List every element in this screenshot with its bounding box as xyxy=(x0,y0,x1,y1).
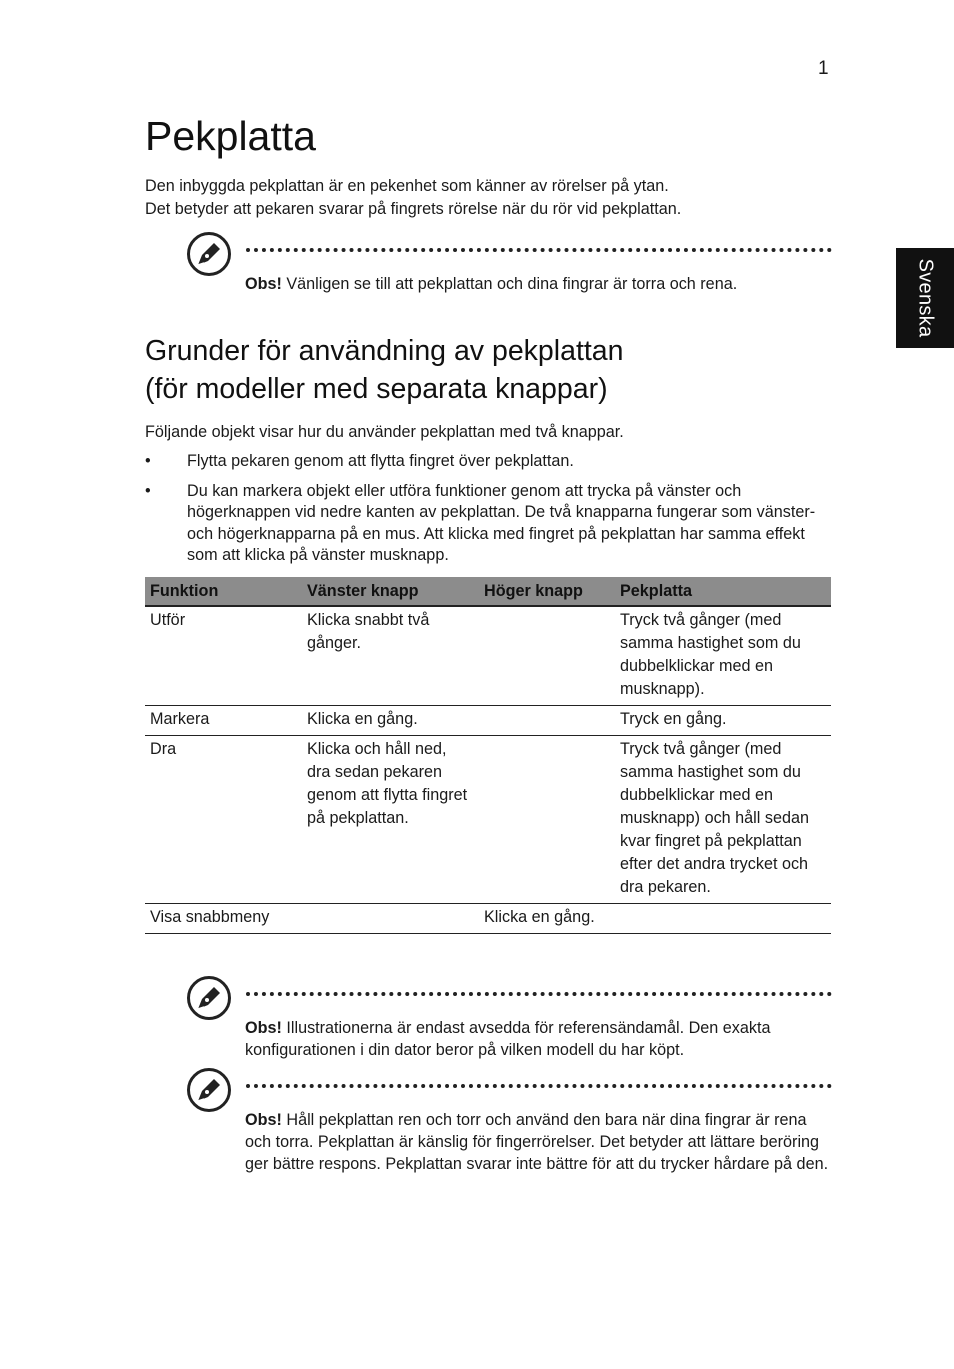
intro-line: Den inbyggda pekplattan är en pekenhet som känner av rörelser på ytan. xyxy=(145,177,669,195)
table-row xyxy=(145,606,831,706)
table-row xyxy=(145,736,831,904)
table-cell: Klicka en gång. xyxy=(479,904,615,934)
list-item xyxy=(145,481,835,567)
note-pen-icon xyxy=(186,231,232,277)
note-text xyxy=(245,1017,832,1061)
note-divider xyxy=(246,1084,832,1088)
table-header-row xyxy=(145,577,831,606)
table-cell: Tryck två gånger (med samma hastighet som du dubbelklickar med en musknapp). xyxy=(615,606,831,706)
note-divider xyxy=(246,992,832,996)
language-tab xyxy=(896,248,954,348)
section-title xyxy=(145,332,624,408)
page-number: 1 xyxy=(818,58,829,79)
section-title-line: Grunder för användning av pekplattan xyxy=(145,335,624,367)
table-row xyxy=(145,904,831,934)
intro-text xyxy=(145,175,681,221)
table-cell xyxy=(615,904,831,934)
list-item xyxy=(145,451,835,473)
intro-line: Det betyder att pekaren svarar på fingrets rörelse när du rör vid pekplattan. xyxy=(145,200,682,218)
section-lead: Följande objekt visar hur du använder pekplattan med två knappar. xyxy=(145,423,624,441)
note-label: Obs! xyxy=(245,1019,282,1037)
list-item-text: Flytta pekaren genom att flytta fingret över pekplattan. xyxy=(187,452,574,470)
table-cell: Markera xyxy=(145,706,302,736)
table-header-cell: Funktion xyxy=(145,577,302,606)
note-label: Obs! xyxy=(245,275,282,293)
list-item-text: Du kan markera objekt eller utföra funktioner genom att trycka på vänster och högerknappen vid nedre kanten av pekplattan. De två knapparna fungerar som vänster- och högerknapparna på en mus. Att klicka med fingret på pekplattan har samma effekt som att klicka på vänster musknapp. xyxy=(187,481,816,564)
table-cell xyxy=(479,736,615,904)
table-header-cell: Vänster knapp xyxy=(302,577,479,606)
note-text xyxy=(245,273,832,295)
note-pen-icon xyxy=(186,975,232,1021)
language-tab-label: Svenska xyxy=(914,258,937,338)
table-header-cell: Pekplatta xyxy=(615,577,831,606)
table-cell: Klicka snabbt två gånger. xyxy=(302,606,479,706)
bullet-marker: • xyxy=(145,452,151,470)
note-body: Illustrationerna är endast avsedda för referensändamål. Den exakta konfigurationen i din dator beror på vilken modell du har köpt. xyxy=(245,1019,771,1059)
table-cell: Tryck en gång. xyxy=(615,706,831,736)
table-header-cell: Höger knapp xyxy=(479,577,615,606)
table-cell: Klicka och håll ned, dra sedan pekaren genom att flytta fingret på pekplattan. xyxy=(302,736,479,904)
table-cell xyxy=(302,904,479,934)
note-body: Vänligen se till att pekplattan och dina fingrar är torra och rena. xyxy=(286,275,738,293)
table-cell xyxy=(479,606,615,706)
table-cell: Klicka en gång. xyxy=(302,706,479,736)
table-row xyxy=(145,706,831,736)
table-cell: Dra xyxy=(145,736,302,904)
note-label: Obs! xyxy=(245,1111,282,1129)
bullet-marker: • xyxy=(145,481,151,500)
table-cell: Visa snabbmeny xyxy=(145,904,302,934)
note-divider xyxy=(246,248,832,252)
bullet-list xyxy=(145,451,835,575)
section-title-line: (för modeller med separata knappar) xyxy=(145,373,608,405)
table-cell: Tryck två gånger (med samma hastighet som du dubbelklickar med en musknapp) och håll sedan kvar fingret på pekplattan efter det andra trycket och dra pekaren. xyxy=(615,736,831,904)
function-table xyxy=(145,577,831,934)
note-body: Håll pekplattan ren och torr och använd den bara när dina fingrar är rena och torra. Pekplattan är känslig för fingerrörelser. Det betyder att lättare beröring ger bättre respons. Pekplattan svarar inte bättre för att du trycker hårdare på den. xyxy=(245,1111,829,1173)
table-cell: Utför xyxy=(145,606,302,706)
page-title: Pekplatta xyxy=(145,113,316,159)
table-cell xyxy=(479,706,615,736)
note-text xyxy=(245,1109,832,1175)
note-pen-icon xyxy=(186,1067,232,1113)
